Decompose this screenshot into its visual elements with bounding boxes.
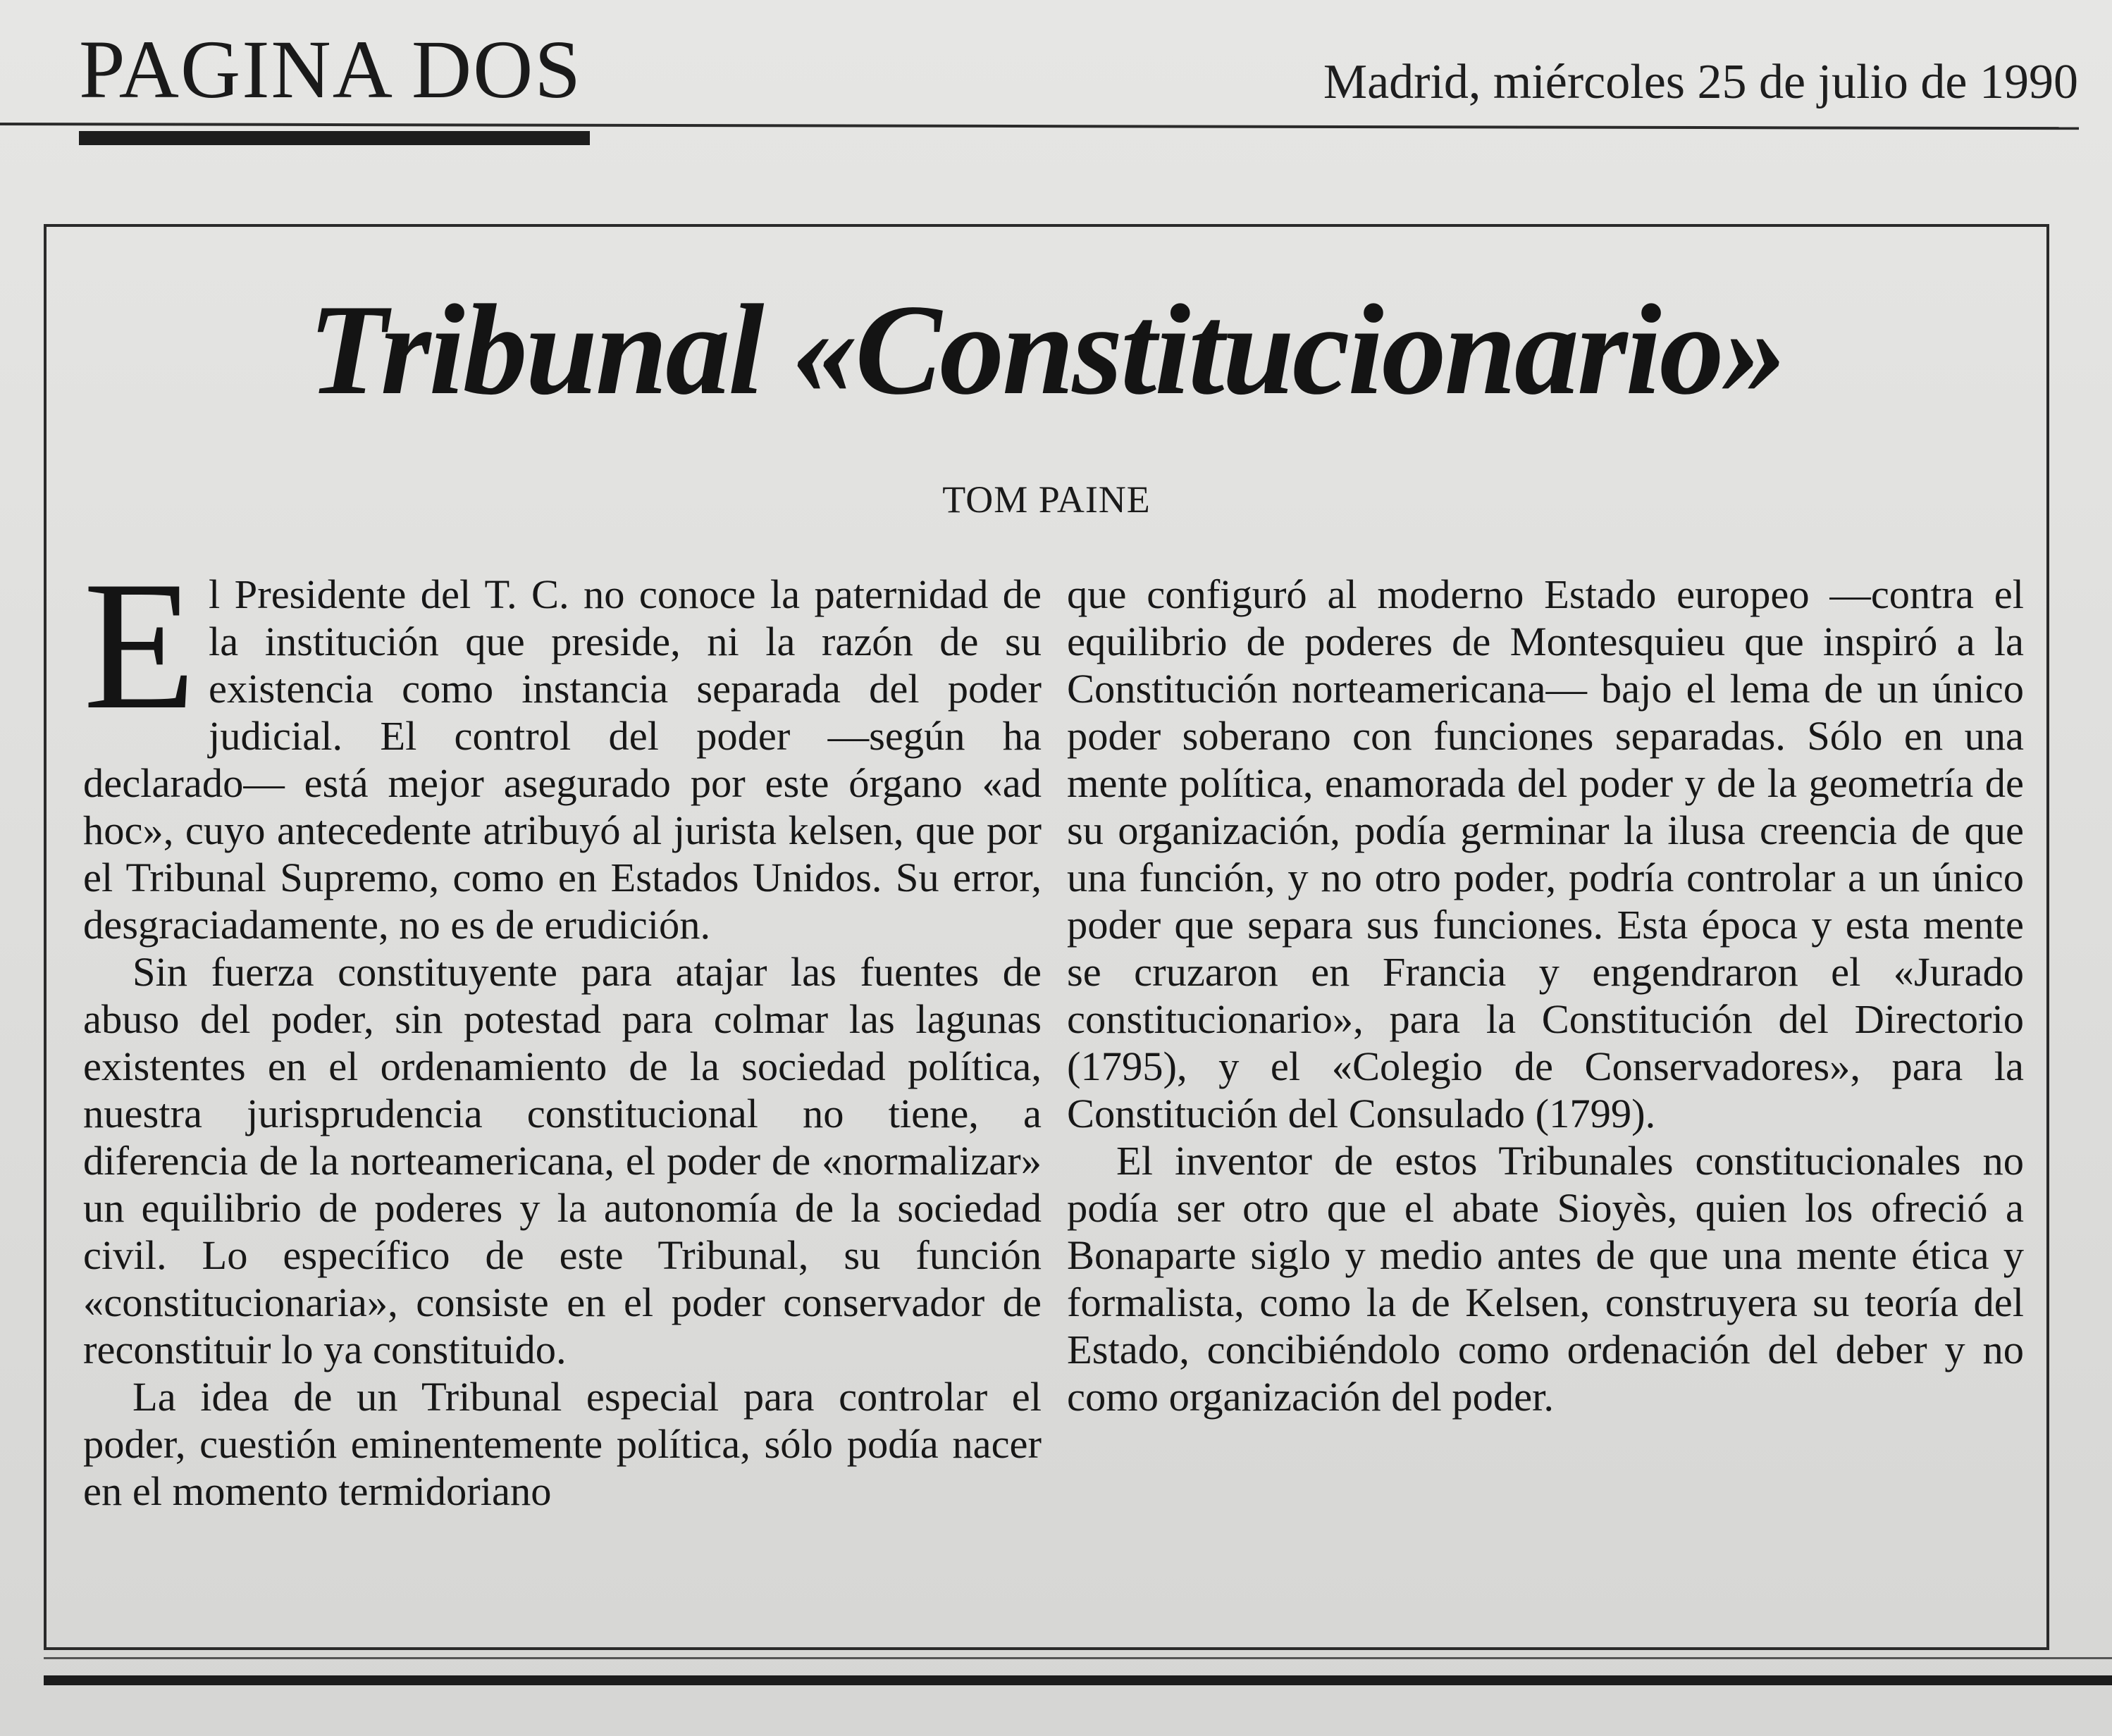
dateline: Madrid, miércoles 25 de julio de 1990 [1323, 55, 2078, 109]
article-box [44, 224, 2049, 1650]
article-paragraph: que configuró al moderno Estado europeo —contra el equilibrio de poderes de Montesquieu que inspiró a la Constitución norteamericana— bajo el lema de un único poder soberano con funciones separadas. Sólo en una mente política, enamorada del poder y de la geometría de su organización, podía germinar la ilusa creencia de que una función, y no otro poder, podría controlar a un único poder que separa sus funciones. Esta época y esta mente se cruzaron en Francia y engendraron el «Jurado constitucionario», para la Constitución del Directorio (1795), y el «Colegio de Conservadores», para la Constitución del Consulado (1799). [1067, 571, 2024, 1136]
article-column-right [1067, 571, 2024, 1420]
paragraph-text: l Presidente del T. C. no conoce la paternidad de la institución que preside, ni la razón de su existencia como instancia separada del poder judicial. El control del poder —según ha declarado— está mejor asegurado por este órgano «ad hoc», cuyo antecedente atribuyó al jurista kelsen, que por el Tribunal Supremo, como en Estados Unidos. Su error, desgraciadamente, no es de erudición. [83, 571, 1042, 948]
article-paragraph [83, 543, 1042, 948]
header-rule [0, 123, 2079, 130]
section-title: PAGINA DOS [79, 23, 582, 116]
article-column-left [83, 543, 1042, 1515]
article-headline: Tribunal «Constitucionario» [308, 278, 1785, 421]
article-paragraph: Sin fuerza constituyente para atajar las fuentes de abuso del poder, sin potestad para colmar las lagunas existentes en el ordenamiento de la sociedad política, nuestra jurisprudencia constitucional no tiene, a diferencia de la norteamericana, el poder de «normalizar» un equilibrio de poderes y la autonomía de la sociedad civil. Lo específico de este Tribunal, su función «constitucionaria», consiste en el poder conservador de reconstituir lo ya constituido. [83, 949, 1042, 1372]
bottom-rule [44, 1675, 2112, 1685]
article-paragraph: El inventor de estos Tribunales constitucionales no podía ser otro que el abate Sioyès, quien los ofreció a Bonaparte siglo y medio antes de que una mente ética y formalista, como la de Kelsen, construyera su teoría del Estado, concibiéndolo como ordenación del deber y no como organización del poder. [1067, 1138, 2024, 1420]
section-underline [79, 131, 590, 145]
article-paragraph: La idea de un Tribunal especial para controlar el poder, cuestión eminentemente política, sólo podía nacer en el momento termidoriano [83, 1374, 1042, 1514]
drop-cap: E [83, 543, 197, 748]
bottom-rule-thin [44, 1657, 2112, 1659]
article-byline: TOM PAINE [942, 478, 1151, 521]
